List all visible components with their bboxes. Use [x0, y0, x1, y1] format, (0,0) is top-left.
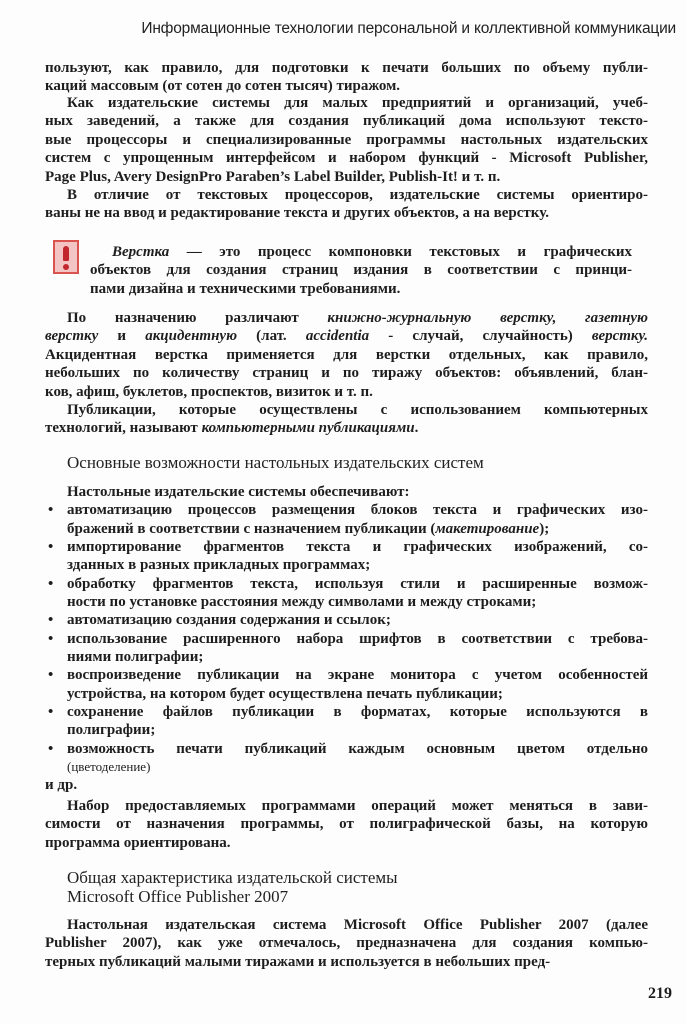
paragraph [45, 186, 648, 223]
text-line [67, 648, 648, 666]
bullet-icon: • [48, 630, 54, 647]
text: ); [539, 520, 550, 537]
text-line [90, 261, 632, 279]
text: устройства, на котором будет осуществлена печать публикации; [67, 685, 503, 702]
text: каций массовым (от сотен до сотен тысяч) тиражом. [45, 78, 401, 95]
text: использование расширенного набора шрифтов в соответствии с требова- [67, 630, 648, 647]
italic-term: верстку. [591, 328, 648, 345]
text: ваны не на ввод и редактирование текста и других объектов, а на верстку. [45, 205, 549, 222]
text-line [45, 327, 648, 345]
text: ниями полиграфии; [67, 649, 204, 666]
paragraph [45, 309, 648, 401]
text: терных публикаций малыми тиражами и используется в небольших пред- [45, 953, 551, 970]
section-heading-line: Microsoft Office Publisher 2007 [67, 887, 289, 906]
list-item [45, 575, 648, 612]
feature-list [45, 483, 648, 795]
text: и [98, 328, 146, 345]
text: По назначению различают [67, 310, 328, 326]
text: Настольная издательская система Microsoft Office Publisher 2007 (далее [67, 917, 648, 933]
list-item [45, 666, 648, 703]
text-line [67, 685, 648, 703]
text-line [67, 520, 648, 538]
text-line [45, 401, 648, 419]
text-line [45, 934, 648, 952]
text-line [67, 593, 648, 611]
text: ных заведений, а также для создания публикаций дома используют тексто- [45, 113, 648, 130]
text-line [45, 59, 648, 77]
bullet-icon: • [48, 575, 54, 592]
text-line [45, 797, 648, 815]
list-item [45, 703, 648, 740]
text: возможность печати публикаций каждым основным цветом отдельно [67, 740, 648, 757]
bullet-icon: • [48, 612, 54, 629]
text: В отличие от текстовых процессоров, издательские системы ориентиро- [67, 187, 648, 203]
text-line [45, 309, 648, 327]
text: небольших по количеству страниц и по тиражу объектов: объявлений, блан- [45, 365, 648, 382]
text: Публикации, которые осуществлены с использованием компьютерных [67, 402, 648, 418]
text-line [45, 204, 648, 222]
italic-term: accidentia [305, 328, 370, 345]
text: пами дизайна и техническими требованиями. [90, 280, 401, 297]
text-line [67, 758, 648, 776]
text-line [45, 112, 648, 130]
exclamation-icon [53, 240, 79, 274]
text: ности по установке расстояния между символами и между строками; [67, 594, 537, 611]
bullet-icon: • [48, 667, 54, 684]
text-line [45, 149, 648, 167]
text: технологий, называют [45, 420, 202, 437]
text: обработку фрагментов текста, используя стили и расширенные возмож- [67, 575, 648, 592]
text: пользуют, как правило, для подготовки к печати больших по объему публи- [45, 60, 648, 76]
bullet-icon: • [48, 538, 54, 555]
italic-term: компьютерными публикациями [201, 420, 415, 437]
paragraph [45, 916, 648, 971]
page-number: 219 [648, 985, 672, 1002]
text: Набор предоставляемых программами операций может меняться в зави- [67, 798, 648, 814]
text: - случай, случайность) [369, 328, 592, 345]
text: импортирование фрагментов текста и графических изображений, со- [67, 538, 648, 555]
section-heading: Основные возможности настольных издательских систем [67, 453, 484, 472]
text-line [67, 575, 648, 593]
text: сохранение файлов публикации в форматах, которые используются в [67, 704, 648, 721]
text-line [67, 740, 648, 758]
bullet-icon: • [48, 502, 54, 519]
text-line [67, 556, 648, 574]
text: воспроизведение публикации на экране монитора с учетом особенностей [67, 667, 648, 684]
text: объектов для создания страниц издания в соответствии с принци- [90, 262, 632, 279]
text: симости от назначения программы, от полиграфической базы, на которую [45, 816, 648, 833]
text-line [45, 916, 648, 934]
text-line [67, 630, 648, 648]
text-line [45, 953, 648, 971]
list-item [45, 611, 648, 629]
text: автоматизацию создания содержания и ссылок; [67, 612, 391, 629]
text: автоматизацию процессов размещения блоков текста и графических изо- [67, 502, 648, 519]
paragraph [45, 59, 648, 96]
definition-box [90, 243, 632, 298]
italic-term: книжно-журнальную верстку, газетную [327, 310, 649, 326]
paragraph [45, 797, 648, 852]
text-line [45, 131, 648, 149]
text: ков, афиш, буклетов, проспектов, визиток и т. п. [45, 383, 373, 400]
list-intro: Настольные издательские системы обеспечивают: [67, 484, 410, 500]
text-line [45, 168, 648, 186]
list-item [45, 630, 648, 667]
text: вые процессоры и специализированные программы настольных издательских [45, 131, 648, 148]
list-item [45, 501, 648, 538]
text: Publisher 2007), как уже отмечалось, предназначена для создания компью- [45, 935, 648, 952]
section-heading-line: Общая характеристика издательской системы [67, 868, 398, 887]
text: бражений в соответствии с назначением публикации ( [67, 520, 436, 537]
italic-term: верстку [45, 328, 99, 345]
italic-term: Верстка [112, 244, 170, 260]
text: Акцидентная верстка применяется для верстки отдельных, как правило, [45, 346, 648, 363]
text-line [45, 419, 648, 437]
italic-term: макетирование [435, 520, 540, 537]
text: систем с упрощенным интерфейсом и набором функций - Microsoft Publisher, [45, 150, 648, 167]
text: Как издательские системы для малых предприятий и организаций, учеб- [67, 95, 648, 111]
text-line [45, 346, 648, 364]
list-outro: и др. [45, 777, 78, 794]
text-line [67, 501, 648, 519]
text-line [45, 834, 648, 852]
note: (цветоделение) [67, 759, 151, 775]
text-line [45, 815, 648, 833]
text-line [45, 364, 648, 382]
bullet-icon: • [48, 740, 54, 757]
list-item [45, 538, 648, 575]
bullet-icon: • [48, 704, 54, 721]
italic-term: акцидентную [145, 328, 238, 345]
text-line [67, 721, 648, 739]
text: — это процесс компоновки текстовых и графических [169, 244, 632, 260]
text: программа ориентирована. [45, 834, 231, 851]
text: Page Plus, Avery DesignPro Paraben’s Label Builder, Publish-It! и т. п. [45, 168, 501, 185]
text-line [67, 538, 648, 556]
text-line [90, 243, 632, 261]
running-header: Информационные технологии персональной и коллективной коммуникации [141, 20, 676, 37]
text-line [45, 186, 648, 204]
text: зданных в разных прикладных программах; [67, 557, 371, 574]
paragraph [45, 94, 648, 186]
section-heading [67, 868, 398, 906]
text-line [90, 280, 632, 299]
text: . [414, 420, 419, 437]
paragraph [45, 401, 648, 438]
text: полиграфии; [67, 722, 156, 739]
text-line [67, 611, 648, 629]
text-line [67, 666, 648, 684]
list-item [45, 740, 648, 777]
text-line [45, 383, 648, 401]
text: (лат. [237, 328, 306, 345]
text-line [67, 703, 648, 721]
text-line [45, 94, 648, 112]
